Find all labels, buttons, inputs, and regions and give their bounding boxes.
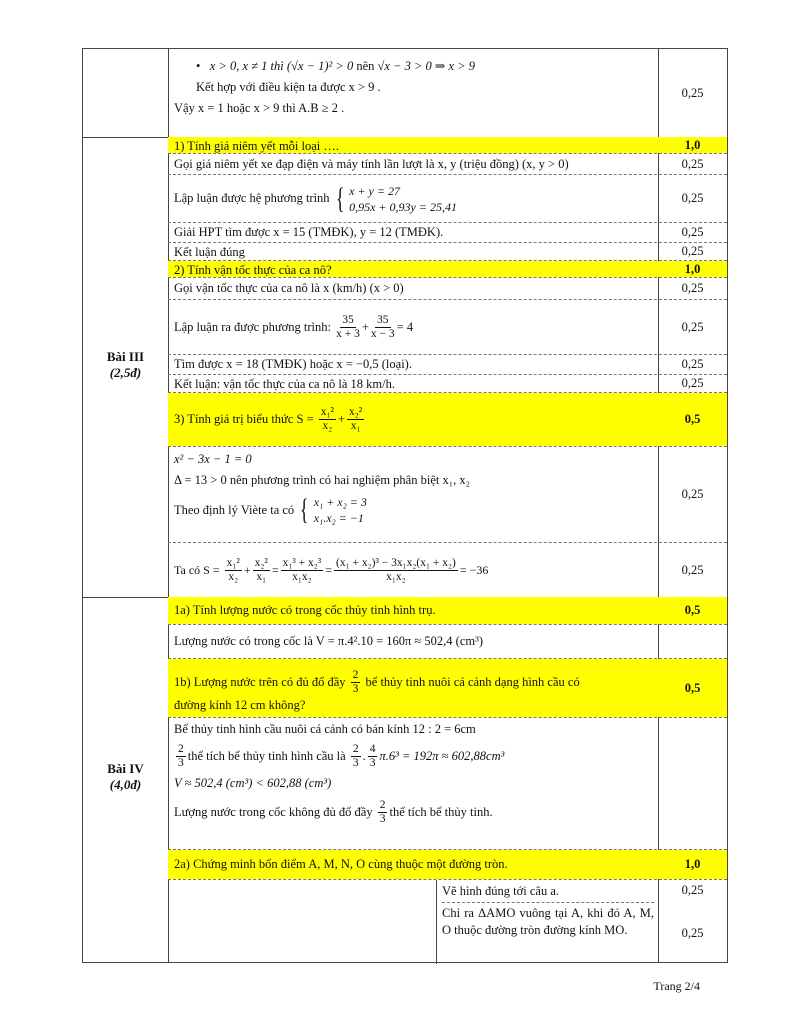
operator: +	[361, 319, 369, 334]
radius-line: Bể thủy tinh hình cầu nuôi cá cảnh có bán kính 12 : 2 = 6cm	[174, 722, 476, 736]
score-cell: 0,25	[681, 85, 704, 100]
result-text: √x − 3 > 0 ⇒ x > 9	[377, 59, 476, 73]
denominator: x₁	[350, 420, 361, 432]
conclusion-line	[174, 799, 652, 826]
row-score: 0,25	[681, 244, 704, 258]
comparison-line: V ≈ 502,4 (cm³) < 602,88 (cm³)	[174, 776, 332, 790]
row-label-cont: bể thủy tinh nuôi cá cảnh dạng hình cầu có	[365, 675, 580, 689]
bullet: •	[196, 59, 201, 73]
section-points: (2,5đ)	[109, 365, 142, 380]
numerator: 35	[342, 313, 354, 326]
equation-2: x₁.x₂ = −1	[313, 511, 364, 525]
fraction	[351, 743, 361, 770]
b4-row-3	[168, 659, 727, 718]
row-score: 0,25	[681, 156, 704, 171]
b4-row-2	[168, 625, 727, 659]
row-label: Theo định lý Viète ta có	[174, 502, 295, 517]
b4-row-6	[168, 880, 727, 964]
row-text: 2a) Chứng minh bốn điểm A, M, N, O cùng thuộc một đường tròn.	[168, 850, 658, 879]
row-score: 0,25	[681, 376, 704, 390]
fraction	[281, 557, 324, 584]
b3-row-10	[168, 375, 727, 393]
denominator: 3	[178, 757, 184, 769]
row-score: 0,25	[681, 562, 704, 577]
fraction	[319, 406, 336, 433]
numerator: 4	[369, 743, 376, 755]
row-label: 3) Tính giá trị biểu thức S =	[174, 412, 314, 426]
right-hand-side: = 4	[396, 319, 414, 334]
conclusion-text-end: thể tích bể thủy tinh.	[389, 805, 493, 819]
conclusion-text: Lượng nước trong cốc không đủ đổ đầy	[174, 805, 373, 819]
sub-score-a: 0,25	[681, 883, 704, 897]
operator: +	[337, 412, 346, 426]
row-score: 0,25	[681, 281, 704, 295]
fraction	[334, 557, 458, 584]
row-text: Ta có S = $\frac{\text{x₁²}}{\text{x₂}}$ + $\frac{\text{x₂²}}{\text{x₁}}$ = $\frac{\text{x₁³ + x₂³}}{\text{x₁x₂}}$ = $\frac{\text{(x₁ + x₂)³ − 3x₁x₂(x₁ + x₂)}}{\text{x₁x₂}}$ = −36	[174, 556, 489, 583]
sub-item-a: Vẽ hình đúng tới câu a.	[442, 883, 654, 903]
condition-text: x > 0, x ≠ 1 thì	[209, 59, 284, 73]
viete-line	[174, 494, 652, 526]
section-title: Bài III	[106, 349, 145, 364]
denominator: 3	[379, 813, 386, 825]
row-score: 0,25	[681, 225, 704, 239]
denominator: 3	[352, 757, 359, 769]
page-number: Trang 2/4	[653, 979, 700, 993]
row-score: 0,5	[658, 659, 727, 717]
numerator: (x₁ + x₂)³ − 3x₁x₂(x₁ + x₂)	[336, 556, 456, 569]
b3-row-6	[168, 261, 727, 278]
equation-1: x₁ + x₂ = 3	[313, 495, 367, 509]
row-score: 0,5	[658, 393, 727, 446]
fraction	[225, 557, 242, 584]
denominator: 3	[369, 757, 376, 769]
equation-1: x + y = 27	[349, 183, 400, 198]
row-label: Lập luận được hệ phương trình	[174, 191, 330, 205]
sub-divider	[436, 880, 437, 964]
denominator: x − 3	[370, 327, 395, 340]
row-text: Kết luận: vận tốc thực của ca nô là 18 km/h.	[174, 377, 395, 391]
row-label: Lập luận ra được phương trình:	[174, 319, 331, 334]
row-text	[168, 718, 658, 849]
row-score: 1,0	[658, 850, 727, 879]
denominator: x + 3	[336, 327, 360, 340]
row-score: 0,25	[681, 487, 704, 501]
equation-system: { x₁ + x₂ = 3 x₁.x₂ = −1	[300, 493, 367, 526]
discriminant-line: Δ = 13 > 0 nên phương trình có hai nghiệm phân biệt x₁, x₂	[174, 473, 470, 487]
fraction	[378, 799, 388, 826]
denominator: x₂	[228, 570, 239, 583]
answer-table	[82, 48, 728, 963]
connector-text: nên	[356, 59, 375, 73]
denominator: x₁x₂	[386, 570, 406, 583]
b3-row-12	[168, 447, 727, 543]
numerator: x₂²	[254, 556, 268, 569]
result: = −36	[459, 562, 489, 577]
b3-row-7	[168, 278, 727, 300]
volume-line: $\frac{2}{3}$ thể tích bể thủy tinh hình cầu là $\frac{2}{3}$ . $\frac{4}{3}$ π.6³ = 192π ≈ 602,88cm³	[178, 743, 505, 769]
b4-row-1	[168, 597, 727, 625]
denominator: x₁x₂	[292, 570, 312, 583]
row-text: Gọi vận tốc thực của ca nô là x (km/h) (x > 0)	[174, 281, 404, 295]
b3-row-8	[168, 300, 727, 355]
row-score	[658, 625, 727, 658]
numerator: x₁²	[226, 556, 240, 569]
section-title: Bài IV	[107, 761, 144, 776]
equation-line: x² − 3x − 1 = 0	[174, 452, 252, 466]
fraction	[336, 314, 360, 341]
top-block-row	[168, 49, 727, 137]
numerator: x₂²	[349, 406, 363, 418]
top-line-1	[174, 59, 652, 74]
b3-row-9	[168, 355, 727, 375]
numerator: x₁³ + x₂³	[282, 556, 322, 569]
numerator: 2	[178, 743, 184, 755]
row-text	[168, 659, 658, 717]
b4-row-5	[168, 850, 727, 880]
top-line-2: Kết hợp với điều kiện ta được x > 9 .	[196, 80, 381, 94]
row-score: 0,25	[681, 357, 704, 371]
row-score: 1,0	[658, 137, 727, 153]
fraction	[253, 557, 270, 584]
numerator: 35	[377, 313, 389, 326]
volume-value: π.6³ = 192π ≈ 602,88cm³	[379, 749, 505, 763]
numerator: x₁²	[320, 406, 334, 418]
numerator: 2	[352, 743, 359, 755]
b3-row-13	[168, 543, 727, 597]
row-text: Tìm được x = 18 (TMĐK) hoặc x = −0,5 (loại).	[174, 357, 412, 371]
row-text	[168, 447, 658, 542]
fraction	[351, 669, 361, 696]
row-score: 1,0	[658, 261, 727, 277]
equation-2: 0,95x + 0,93y = 25,41	[349, 199, 457, 214]
fraction	[371, 314, 395, 341]
fraction	[176, 743, 186, 770]
row-text: Lượng nước có trong cốc là V = π.4².10 = 160π ≈ 502,4 (cm³)	[174, 634, 484, 648]
numerator: 2	[352, 669, 359, 681]
b3-row-3	[168, 175, 727, 223]
section-points: (4,0đ)	[109, 777, 142, 792]
fraction	[347, 406, 364, 433]
fraction	[368, 743, 378, 770]
volume-label: thể tích bể thủy tinh hình cầu là	[187, 749, 346, 763]
b3-row-2	[168, 154, 727, 175]
b3-row-5	[168, 243, 727, 261]
row-label-end: đường kính 12 cm không?	[174, 698, 306, 712]
row-text: Gọi giá niêm yết xe đạp điện và máy tính lần lượt là x, y (triệu đồng) (x, y > 0)	[174, 156, 569, 171]
row-label: 1b) Lượng nước trên có đủ đổ đầy	[174, 675, 346, 689]
b3-row-1	[168, 137, 727, 154]
b4-row-4	[168, 718, 727, 850]
row-score: 0,25	[681, 319, 704, 334]
denominator: x₁	[256, 570, 267, 583]
row-score: 0,25	[681, 191, 704, 205]
denominator: x₂	[322, 420, 333, 432]
top-line-3: Vậy x = 1 hoặc x > 9 thì A.B ≥ 2 .	[174, 101, 345, 115]
row-text: Giải HPT tìm được x = 15 (TMĐK), y = 12 (TMĐK).	[174, 225, 444, 239]
denominator: 3	[352, 683, 359, 695]
expression-text: (√x − 1)² > 0	[286, 59, 354, 73]
row-text	[168, 300, 658, 354]
row-text: Kết luận đúng	[174, 245, 245, 259]
row-score	[658, 718, 727, 849]
row-text	[168, 175, 658, 222]
b3-row-11	[168, 393, 727, 447]
numerator: 2	[379, 799, 386, 811]
section-label-bai-3	[83, 349, 168, 381]
equation-system: { x + y = 27 0,95x + 0,93y = 25,41	[335, 181, 457, 215]
row-text: 1a) Tính lượng nước có trong cốc thủy tinh hình trụ.	[168, 597, 658, 624]
sub-score-b: 0,25	[681, 926, 704, 940]
row-score: 0,5	[658, 597, 727, 624]
row-label: Ta có S =	[174, 562, 220, 577]
section-label-bai-4	[83, 761, 168, 793]
sub-item-b: Chỉ ra ΔAMO vuông tại A, khi đó A, M, O thuộc đường tròn đường kính MO.	[442, 906, 654, 937]
row-text	[168, 393, 658, 446]
row-text: 1) Tính giá niêm yết mỗi loại ….	[168, 137, 658, 153]
b3-row-4	[168, 223, 727, 243]
row-text: 2) Tính vận tốc thực của ca nô?	[168, 261, 658, 277]
sub-text	[442, 883, 654, 939]
